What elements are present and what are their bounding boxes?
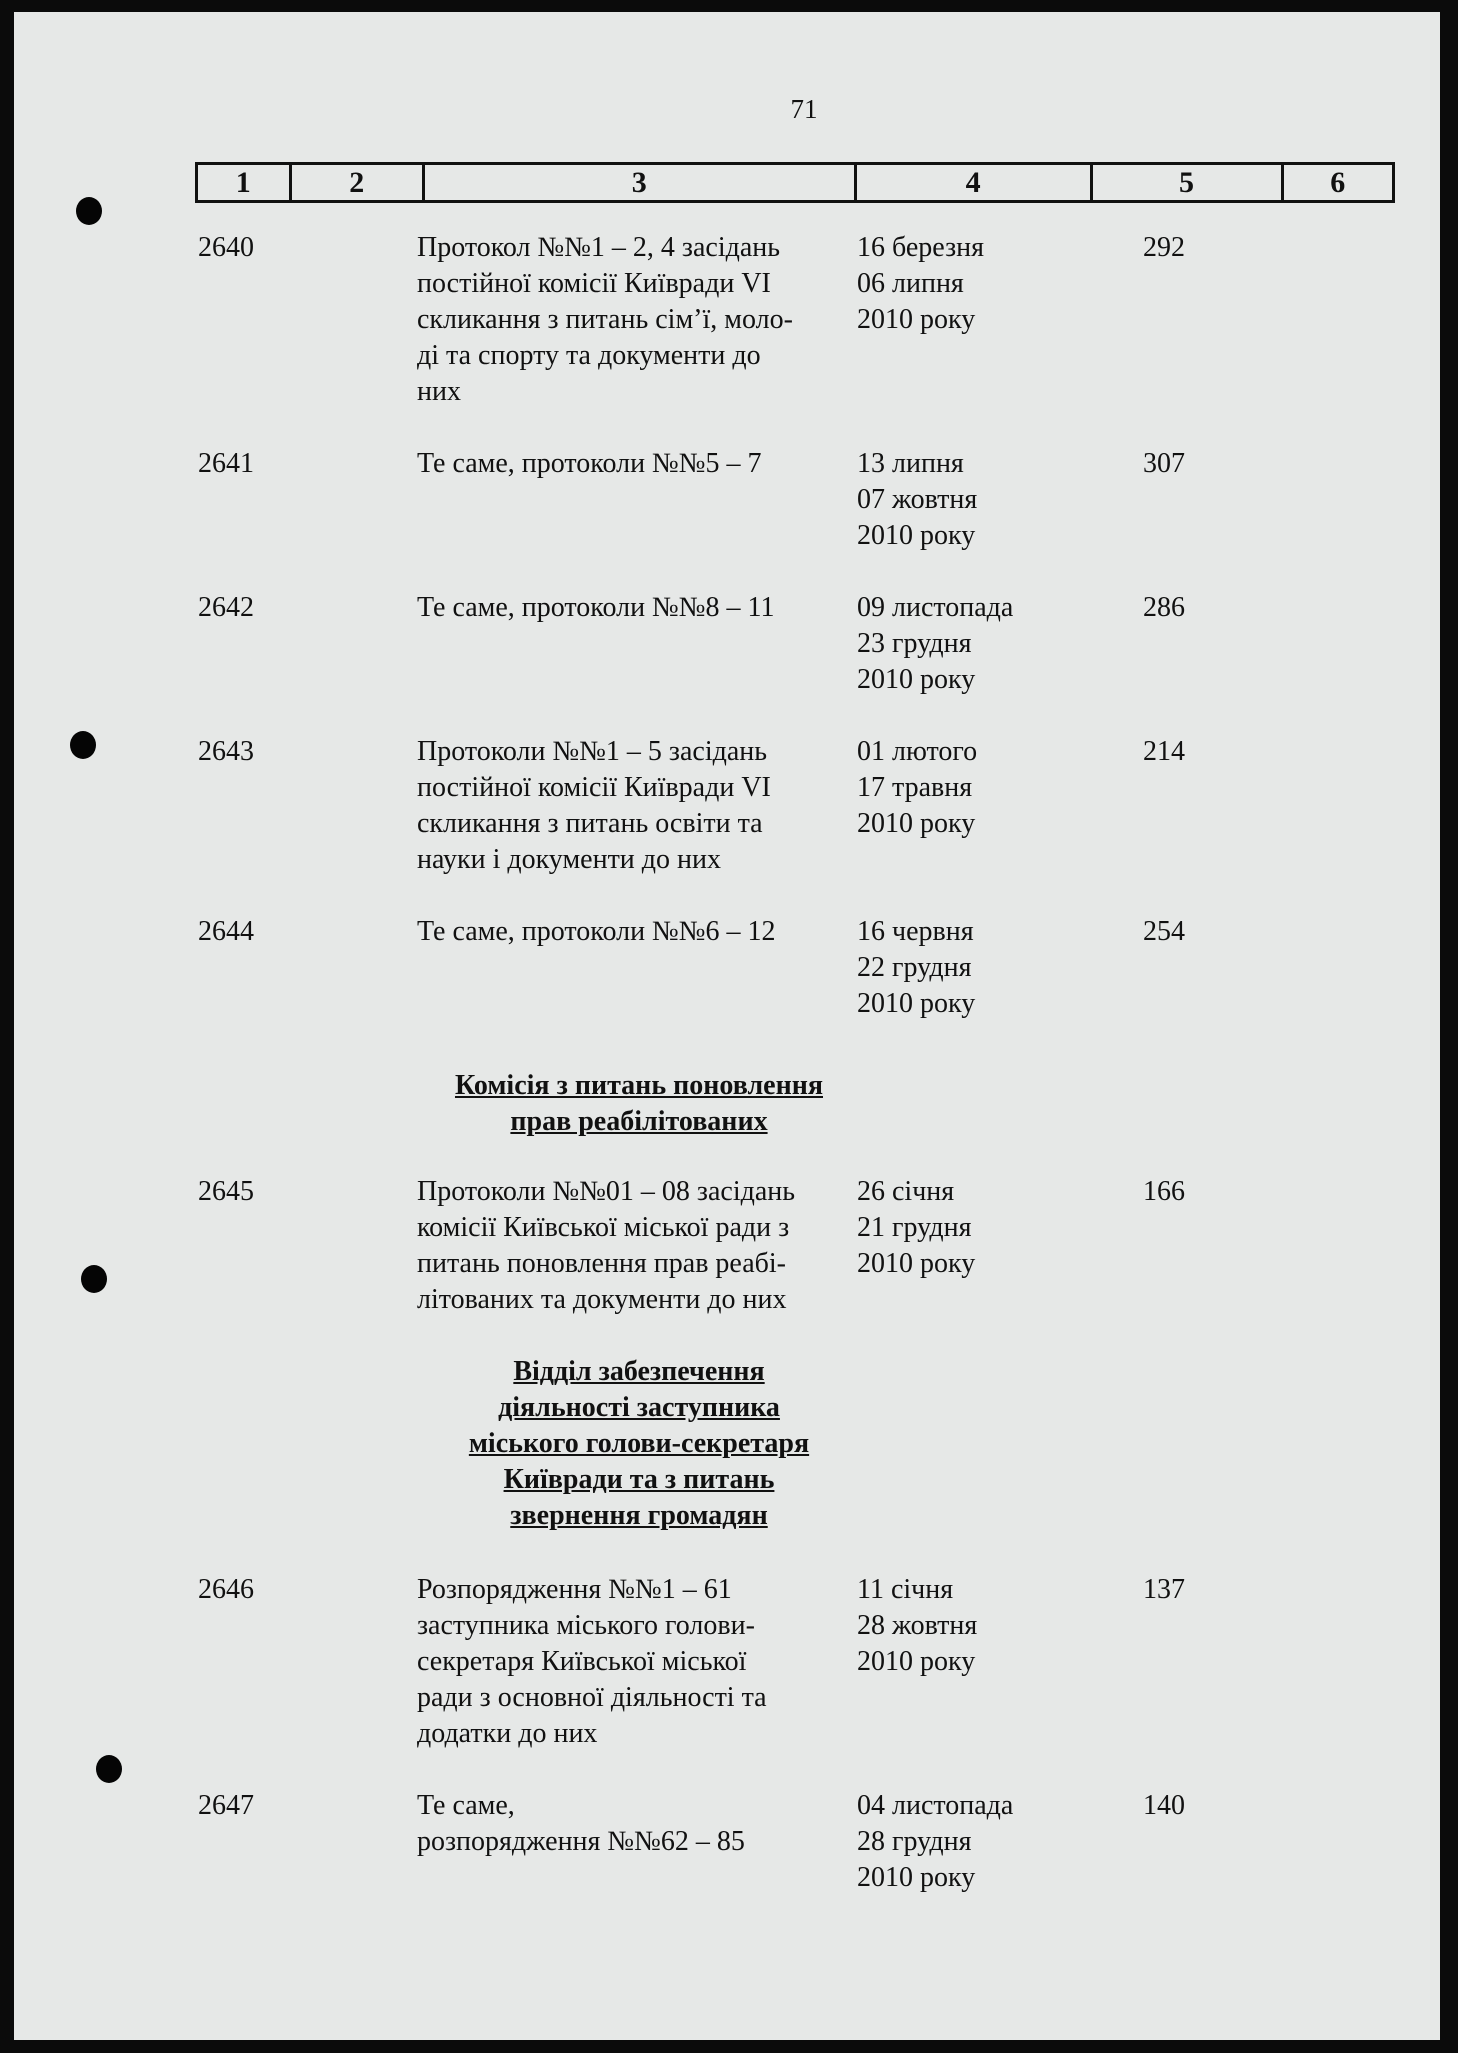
- sheet-count: 286: [1143, 592, 1185, 623]
- sheet-count: 292: [1143, 232, 1185, 263]
- column-header: 1: [198, 165, 292, 200]
- section-heading: Комісія з питань поновлення прав реабілітованих: [454, 1070, 823, 1137]
- sheet-count: 214: [1143, 736, 1185, 767]
- document-page: [14, 12, 1440, 2040]
- punch-hole: [81, 1265, 107, 1293]
- file-title: Те саме, протоколи №№6 – 12: [417, 916, 776, 947]
- file-number: 2646: [198, 1574, 254, 1605]
- file-dates: 04 листопада 28 грудня 2010 року: [857, 1790, 1014, 1893]
- file-title: Протоколи №№1 – 5 засідань постійної комісії Київради VI скликання з питань освіти та науки і документи до них: [417, 736, 771, 875]
- column-header: 3: [425, 165, 857, 200]
- sheet-count: 140: [1143, 1790, 1185, 1821]
- file-title: Розпорядження №№1 – 61 заступника міського голови- секретаря Київської міської ради з основної діяльності та додатки до них: [417, 1574, 767, 1749]
- file-title: Протокол №№1 – 2, 4 засідань постійної комісії Київради VI скликання з питань сім’ї, моло- ді та спорту та документи до них: [417, 232, 793, 407]
- sheet-count: 166: [1143, 1176, 1185, 1207]
- file-dates: 26 січня 21 грудня 2010 року: [857, 1176, 976, 1279]
- file-dates: 16 березня 06 липня 2010 року: [857, 232, 984, 335]
- file-dates: 11 січня 28 жовтня 2010 року: [857, 1574, 978, 1677]
- column-header: 6: [1330, 165, 1346, 199]
- sheet-count: 254: [1143, 916, 1185, 947]
- file-number: 2647: [198, 1790, 254, 1821]
- column-header: 2: [292, 165, 425, 200]
- sheet-count: 307: [1143, 448, 1185, 479]
- file-title: Те саме, розпорядження №№62 – 85: [417, 1790, 745, 1857]
- column-header: 4: [857, 165, 1093, 200]
- page-number: 71: [790, 94, 818, 124]
- file-number: 2640: [198, 232, 254, 263]
- punch-hole: [76, 197, 102, 225]
- file-title: Те саме, протоколи №№5 – 7: [417, 448, 762, 479]
- file-dates: 13 липня 07 жовтня 2010 року: [857, 448, 978, 551]
- section-heading: Відділ забезпечення діяльності заступника міського голови-секретаря Київради та з питань звернення громадян: [468, 1356, 810, 1531]
- file-title: Те саме, протоколи №№8 – 11: [417, 592, 775, 623]
- punch-hole: [96, 1755, 122, 1783]
- file-title: Протоколи №№01 – 08 засідань комісії Київської міської ради з питань поновлення прав реабі- літованих та документи до них: [417, 1176, 796, 1315]
- sheet-count: 137: [1143, 1574, 1185, 1605]
- file-dates: 09 листопада 23 грудня 2010 року: [857, 592, 1014, 695]
- file-dates: 01 лютого 17 травня 2010 року: [857, 736, 978, 839]
- file-number: 2644: [198, 916, 254, 947]
- file-number: 2645: [198, 1176, 254, 1207]
- column-header-row: [195, 162, 1395, 203]
- file-number: 2643: [198, 736, 254, 767]
- file-number: 2642: [198, 592, 254, 623]
- column-header: 5: [1093, 165, 1284, 200]
- punch-hole: [70, 731, 96, 759]
- file-dates: 16 червня 22 грудня 2010 року: [857, 916, 976, 1019]
- file-number: 2641: [198, 448, 254, 479]
